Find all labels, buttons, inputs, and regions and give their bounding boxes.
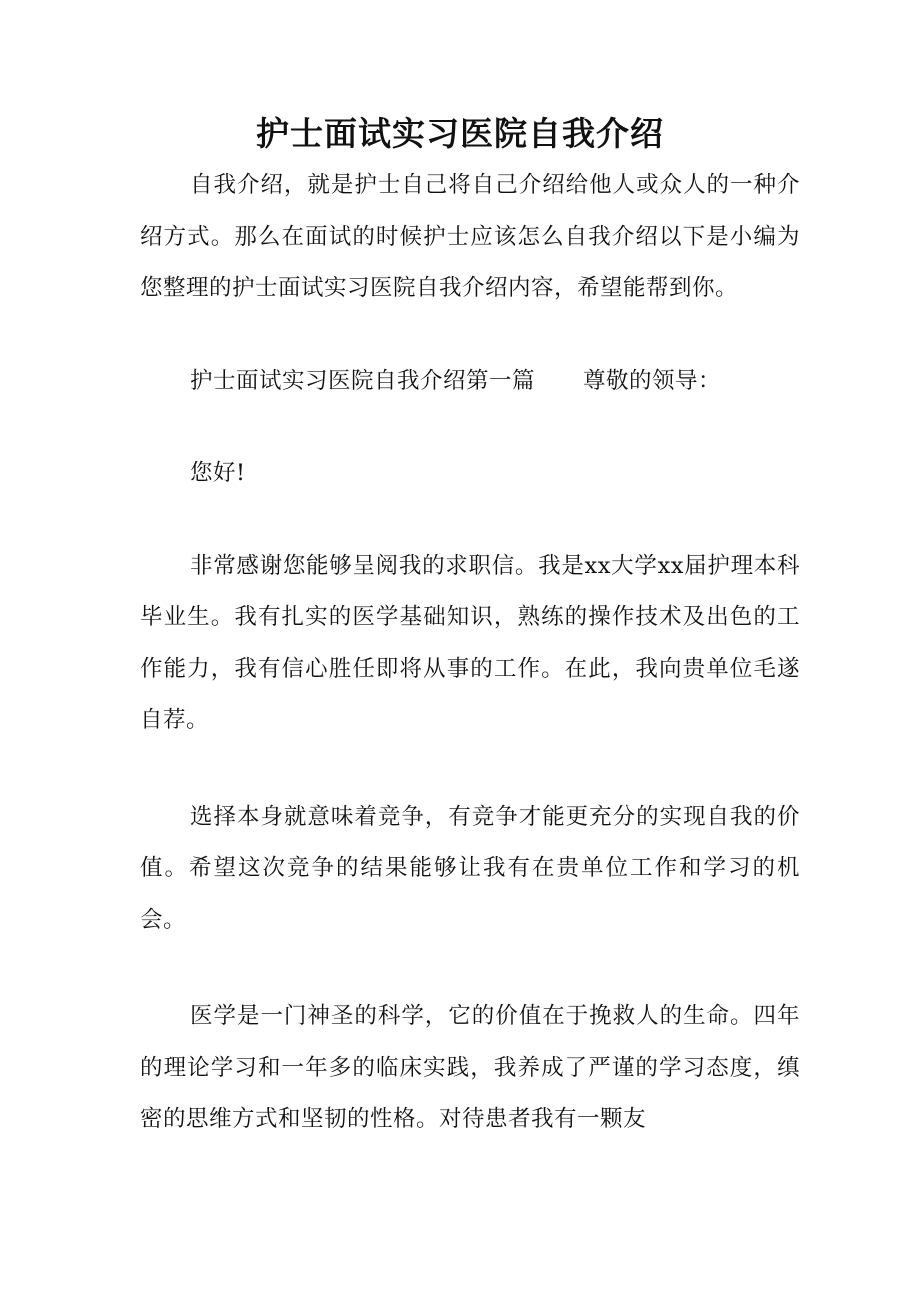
paragraph-gap (140, 946, 800, 991)
section-heading-line (140, 356, 800, 408)
greeting-paragraph: 您好! (190, 460, 246, 486)
paragraph-gap (140, 315, 800, 356)
paragraph-gap (140, 407, 800, 448)
paragraph-gap (140, 500, 800, 541)
section-heading: 护士面试实习医院自我介绍第一篇 (190, 367, 536, 394)
intro-paragraph: 自我介绍，就是护士自己将自己介绍给他人或众人的一种介绍方式。那么在面试的时候护士应该怎么自我介绍以下是小编为您整理的护士面试实习医院自我介绍内容，希望能帮到你。 (140, 172, 800, 301)
body-paragraph-1: 非常感谢您能够呈阅我的求职信。我是xx大学xx届护理本科毕业生。我有扎实的医学基础知识，熟练的操作技术及出色的工作能力，我有信心胜任即将从事的工作。在此，我向贵单位毛遂自荐。 (140, 552, 800, 733)
body-paragraph-2: 选择本身就意味着竞争，有竞争才能更充分的实现自我的价值。希望这次竞争的结果能够让我有在贵单位工作和学习的机会。 (140, 803, 800, 933)
salutation: 尊敬的领导： (583, 367, 722, 394)
paragraph-gap (140, 747, 800, 792)
document-title: 护士面试实习医院自我介绍 (256, 114, 664, 153)
document-body (140, 160, 800, 1146)
body-paragraph-3: 医学是一门神圣的科学，它的价值在于挽救人的生命。四年的理论学习和一年多的临床实践，我养成了严谨的学习态度，缜密的思维方式和坚韧的性格。对待患者我有一颗友 (140, 1003, 800, 1132)
